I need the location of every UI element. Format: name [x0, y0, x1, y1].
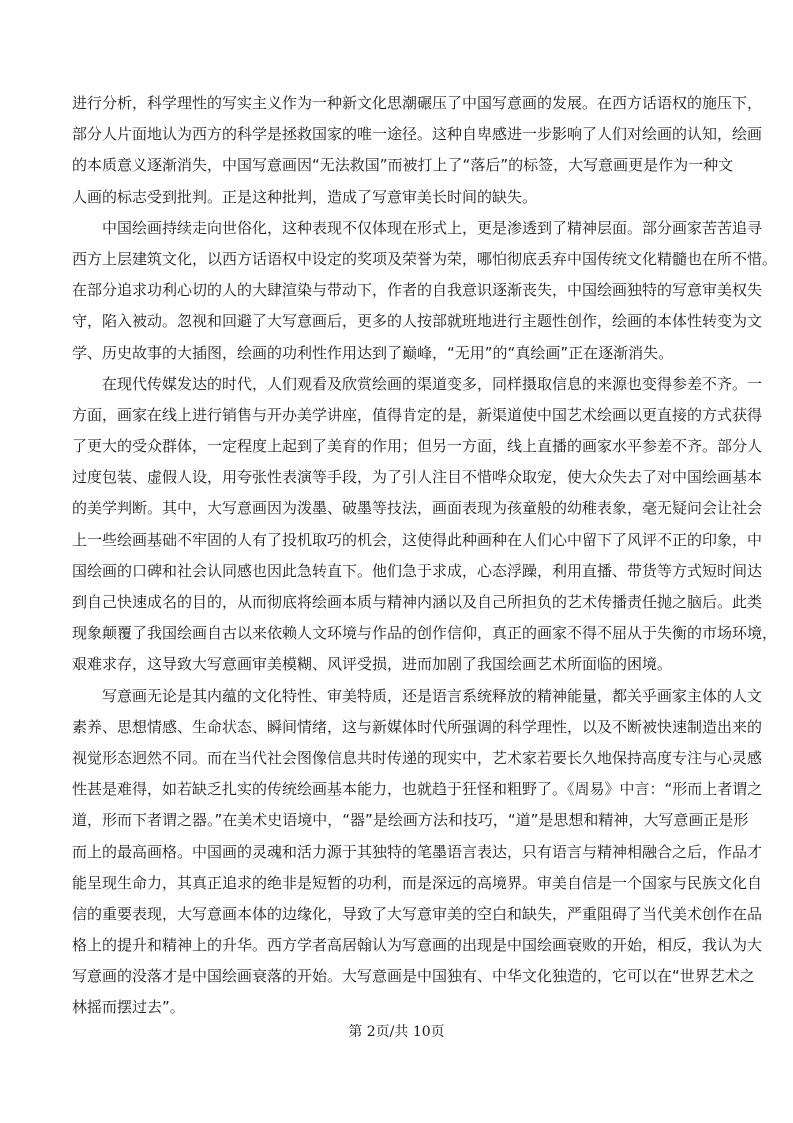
paragraph-2 [72, 213, 778, 369]
text-line: 写意画无论是其内蕴的文化特性、审美特质，还是语言系统释放的精神能量，都关乎画家主体的人文 [102, 686, 763, 705]
text-line: 部分人片面地认为西方的科学是拯救国家的唯一途径。这种自卑感进一步影响了人们对绘画的认知，绘画 [72, 125, 763, 144]
paragraph-4 [72, 681, 763, 1024]
text-line: 的美学判断。其中，大写意画因为泼墨、破墨等技法，画面表现为孩童般的幼稚表象，毫无疑问会让社会 [72, 499, 763, 518]
text-line: 现象颠覆了我国绘画自古以来依赖人文环境与作品的创作信仰，真正的画家不得不屈从于失衡的市场环境， [72, 624, 778, 643]
text-line: 进行分析，科学理性的写实主义作为一种新文化思潮碾压了中国写意画的发展。在西方话语权的施压下， [72, 94, 763, 112]
paragraph-3 [72, 369, 778, 681]
text-line: 了更大的受众群体，一定程度上起到了美育的作用；但另一方面，线上直播的画家水平参差不齐。部分人 [72, 437, 763, 456]
text-line: 学、历史故事的大插图，绘画的功利性作用达到了巅峰，“无用”的“真绘画”正在逐渐消失。 [72, 343, 674, 362]
text-line: 人画的标志受到批判。正是这种批判，造成了写意审美长时间的缺失。 [72, 187, 538, 206]
text-line: 而上的最高画格。中国画的灵魂和活力源于其独特的笔墨语言表达，只有语言与精神相融合之后，作品才 [72, 842, 763, 861]
text-line: 信的重要表现，大写意画本体的边缘化，导致了大写意审美的空白和缺失，严重阻碍了当代美术创作在品 [72, 904, 763, 923]
text-line: 国绘画的口碑和社会认同感也因此急转直下。他们急于求成，心态浮躁，利用直播、带货等方式短时间达 [72, 561, 763, 580]
text-line: 上一些绘画基础不牢固的人有了投机取巧的机会，这使得此种画种在人们心中留下了风评不正的印象，中 [72, 530, 763, 549]
text-line: 性甚是难得，如若缺乏扎实的传统绘画基本能力，也就趋于狂怪和粗野了。《周易》中言：“形而上者谓之 [72, 780, 763, 799]
paragraph-1 [72, 88, 763, 213]
text-line: 到自己快速成名的目的，从而彻底将绘画本质与精神内涵以及自己所担负的艺术传播责任抛之脑后。此类 [72, 593, 763, 611]
text-line: 林摇而摆过去”。 [72, 998, 185, 1017]
text-line: 视觉形态迥然不同。而在当代社会图像信息共时传递的现实中，艺术家若要长久地保持高度专注与心灵感 [72, 748, 763, 767]
text-line: 能呈现生命力，其真正追求的绝非是短暂的功利，而是深远的高境界。审美自信是一个国家与民族文化自 [72, 873, 763, 892]
text-line: 守，陷入被动。忽视和回避了大写意画后，更多的人按部就班地进行主题性创作，绘画的本体性转变为文 [72, 312, 763, 331]
text-line: 西方上层建筑文化，以西方话语权中设定的奖项及荣誉为荣，哪怕彻底丢弃中国传统文化精髓也在所不惜。 [72, 249, 778, 268]
text-line: 格上的提升和精神上的升华。西方学者高居翰认为写意画的出现是中国绘画衰败的开始，相反，我认为大 [72, 936, 763, 955]
document-body [72, 88, 778, 1024]
text-line: 在现代传媒发达的时代，人们观看及欣赏绘画的渠道变多，同样摄取信息的来源也变得参差不齐。一 [102, 374, 763, 393]
page-number-footer: 第 2页/共 10页 [348, 1024, 445, 1040]
text-line: 中国绘画持续走向世俗化，这种表现不仅体现在形式上，更是渗透到了精神层面。部分画家苦苦追寻 [102, 218, 763, 237]
text-line: 在部分追求功利心切的人的大肆渲染与带动下，作者的自我意识逐渐丧失，中国绘画独特的写意审美权失 [72, 281, 763, 300]
text-line: 方面，画家在线上进行销售与开办美学讲座，值得肯定的是，新渠道使中国艺术绘画以更直接的方式获得 [72, 405, 763, 424]
text-line: 写意画的没落才是中国绘画衰落的开始。大写意画是中国独有、中华文化独造的，它可以在“世界艺术之 [72, 967, 755, 986]
text-line: 艰难求存，这导致大写意画审美模糊、风评受损，进而加剧了我国绘画艺术所面临的困境。 [72, 655, 673, 674]
text-line: 道，形而下者谓之器。”在美术史语境中，“器”是绘画方法和技巧，“道”是思想和精神，大写意画正是形 [72, 811, 749, 830]
text-line: 过度包装、虚假人设，用夸张性表演等手段，为了引人注目不惜哗众取宠，使大众失去了对中国绘画基本 [72, 468, 763, 487]
text-line: 素养、思想情感、生命状态、瞬间情绪，这与新媒体时代所强调的科学理性，以及不断被快速制造出来的 [72, 717, 763, 736]
text-line: 的本质意义逐渐消失，中国写意画因“无法救国”而被打上了“落后”的标签，大写意画更是作为一种文 [72, 156, 734, 175]
